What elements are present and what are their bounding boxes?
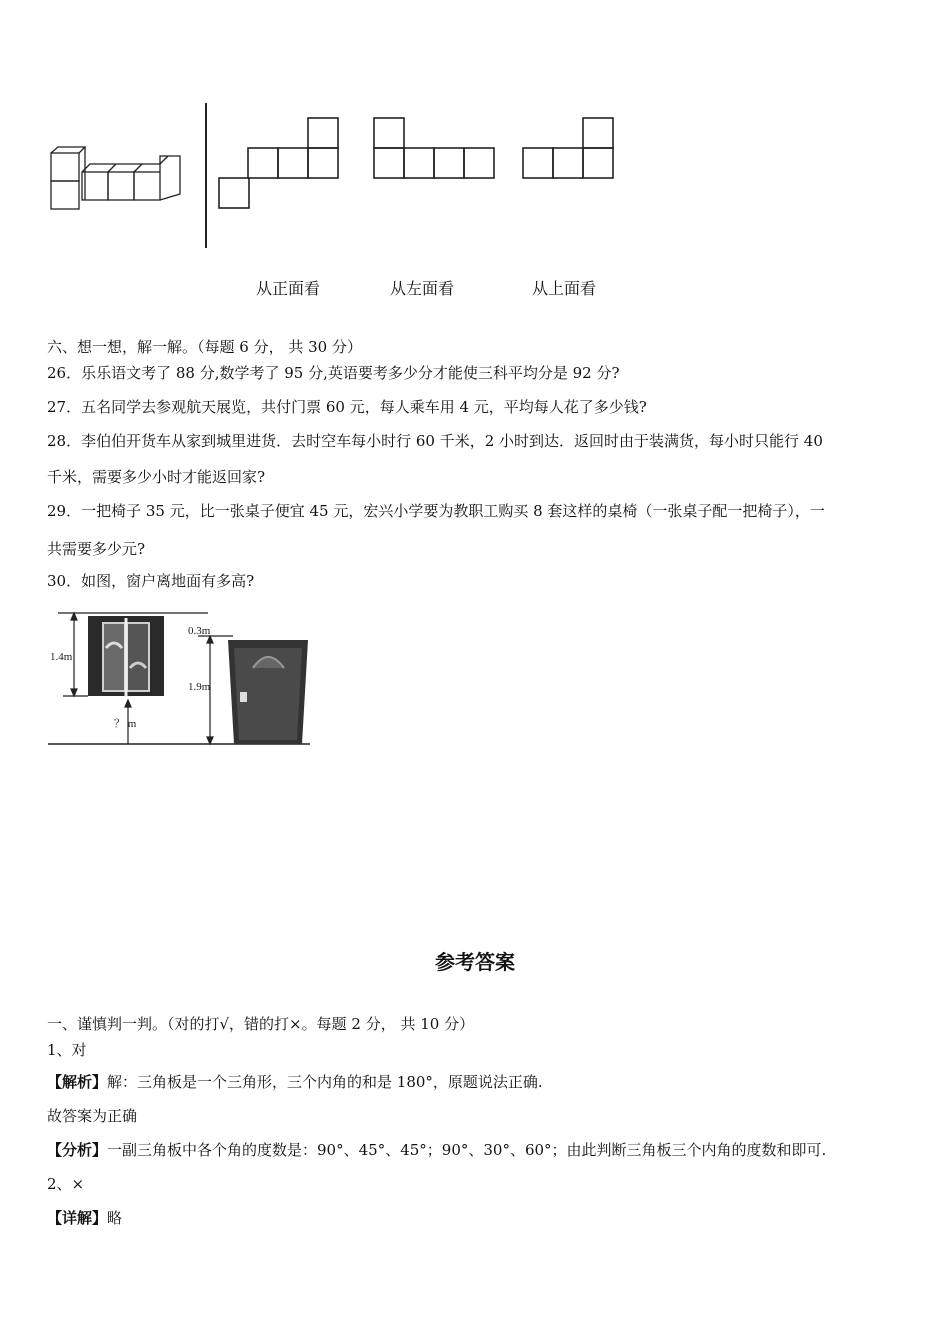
label-unknown-height: ？ m: [114, 718, 137, 730]
question-28-line1: 28．李伯伯开货车从家到城里进货．去时空车每小时行 60 千米，2 小时到达．返回时由于装满货，每小时只能行 40: [47, 432, 823, 450]
answer-1-note: [47, 1139, 826, 1160]
question-28-line2: 千米，需要多少小时才能返回家?: [47, 468, 266, 486]
divider-line: [204, 103, 208, 248]
cube-stack-figure: [48, 150, 238, 230]
answer-1-analysis: [47, 1071, 543, 1092]
note-text: 一副三角板中各个角的度数是：90°、45°、45°；90°、30°、60°；由此判断三角板三个内角的度数和即可.: [107, 1141, 827, 1159]
detail-text: 略: [107, 1209, 123, 1227]
label-door-height: 1.9m: [188, 681, 211, 693]
analysis-text: 解：三角板是一个三角形，三个内角的和是 180°，原题说法正确.: [107, 1073, 543, 1091]
answers-section1-heading: 一、谨慎判一判。（对的打√，错的打×。每题 2 分， 共 10 分）: [47, 1015, 475, 1033]
question-30: 30．如图，窗户离地面有多高?: [47, 572, 255, 590]
analysis-tag: 【解析】: [47, 1073, 108, 1091]
answer-1-conclusion: 故答案为正确: [47, 1107, 138, 1125]
question-26: 26．乐乐语文考了 88 分,数学考了 95 分,英语要考多少分才能使三科平均分是 92 分?: [47, 364, 620, 382]
top-view-grid: [522, 117, 617, 182]
detail-tag: 【详解】: [47, 1209, 108, 1227]
window-height-figure: [48, 608, 318, 748]
answer-1: 1、对: [47, 1041, 87, 1059]
section6-heading: 六、想一想，解一解。（每题 6 分， 共 30 分）: [47, 338, 362, 356]
caption-top-view: 从上面看: [532, 279, 597, 298]
answer-2: 2、×: [47, 1175, 85, 1193]
label-top-gap: 0.3m: [188, 625, 211, 637]
front-view-grid: [218, 117, 343, 212]
caption-left-view: 从左面看: [390, 279, 455, 298]
caption-front-view: 从正面看: [256, 279, 321, 298]
answers-title: 参考答案: [435, 950, 515, 974]
label-window-height: 1.4m: [50, 651, 73, 663]
left-view-grid: [373, 117, 498, 182]
question-29-line1: 29．一把椅子 35 元，比一张桌子便宜 45 元，宏兴小学要为教职工购买 8 套这样的桌椅（一张桌子配一把椅子），一: [47, 502, 825, 520]
question-27: 27．五名同学去参观航天展览，共付门票 60 元，每人乘车用 4 元，平均每人花了多少钱?: [47, 398, 647, 416]
note-tag: 【分析】: [47, 1141, 108, 1159]
answer-2-detail: [47, 1207, 122, 1228]
question-29-line2: 共需要多少元?: [47, 540, 146, 558]
